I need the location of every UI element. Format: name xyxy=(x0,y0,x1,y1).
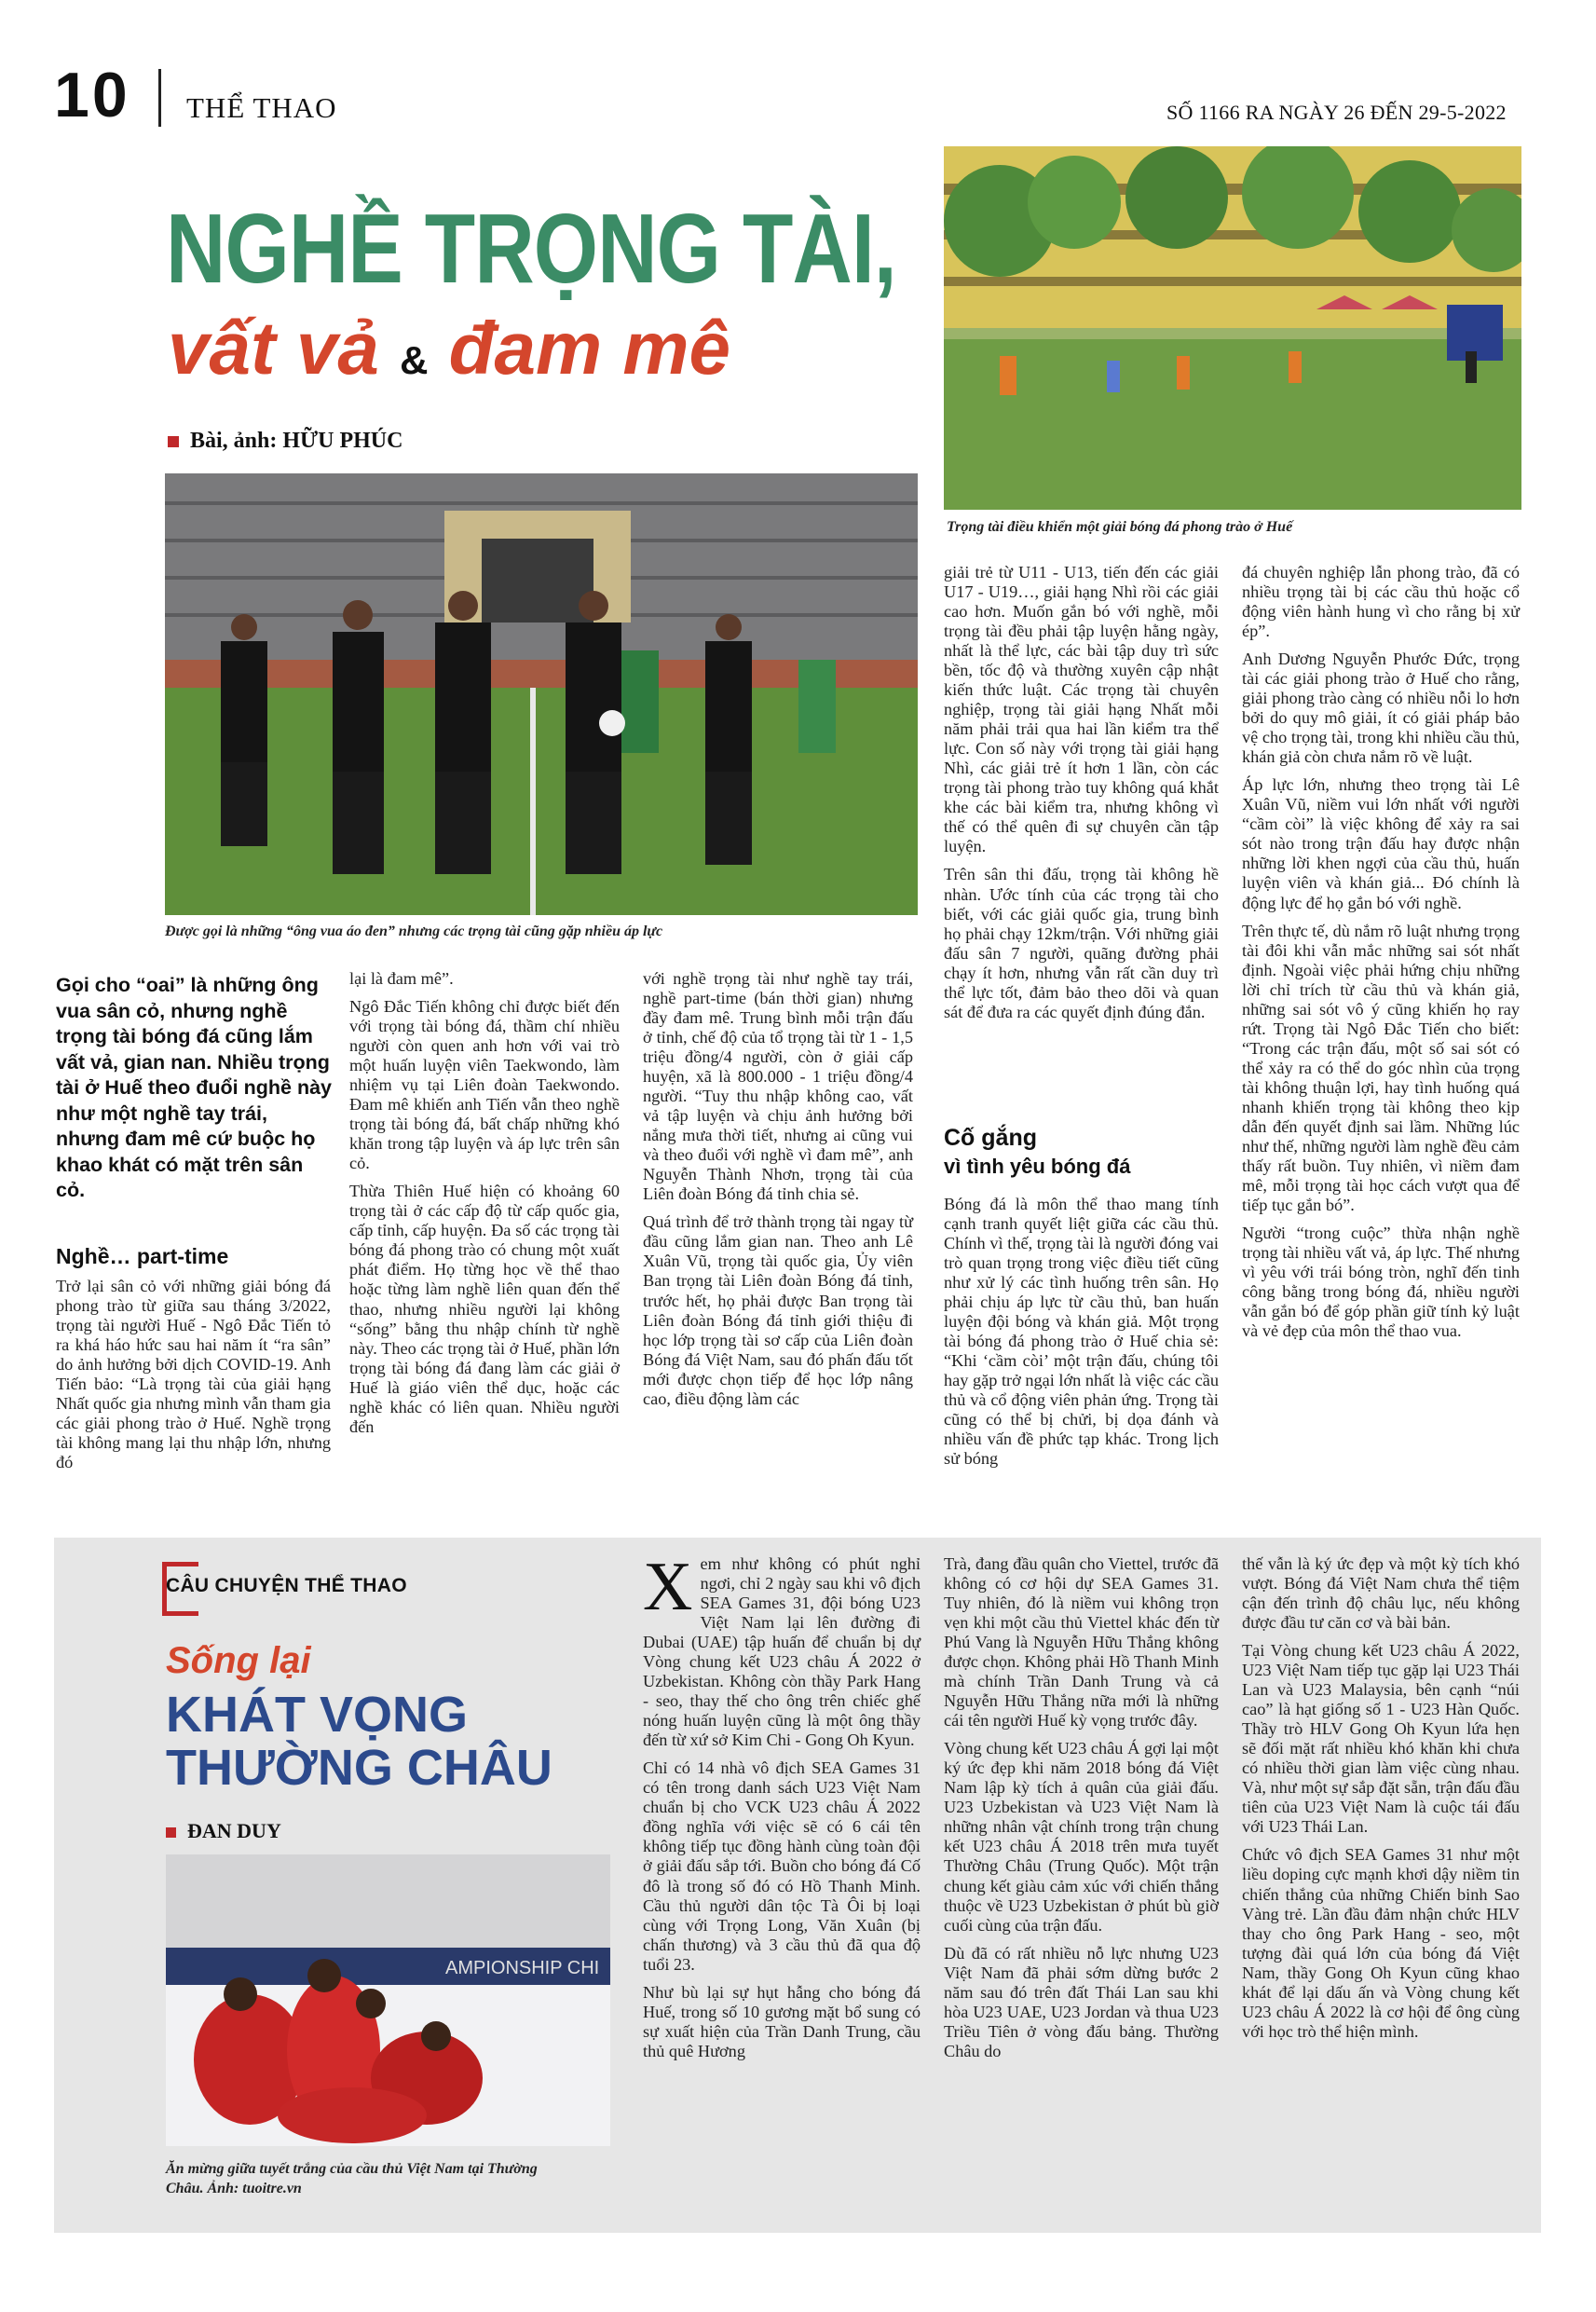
header-divider xyxy=(158,69,161,127)
article-column-5 xyxy=(1242,563,1520,1349)
title-word-dam-me: đam mê xyxy=(448,307,730,390)
byline-square-icon xyxy=(166,1827,176,1838)
paragraph-first-text: em như không có phút nghỉ ngơi, chỉ 2 ngày sau khi vô địch SEA Games 31, đội bóng U23 Việt Nam lại lên đường đi Dubai (UAE) tập huấn để chuẩn bị dự Vòng chung kết U23 châu Á 2022 ở Uzbekistan. Không còn thầy Park Hang - seo, thay thế cho ông trên chiếc ghế nóng huấn luyện cũng là một ông thầy đến từ xứ sở Kim Chi - Gong Oh Kyun. xyxy=(643,1554,921,1750)
paragraph: Như bù lại sự hụt hẫng cho bóng đá Huế, trong số 10 gương mặt bổ sung có sự xuất hiện của Trần Danh Trung, cầu thủ quê Hương xyxy=(643,1982,921,2060)
story-kicker: CÂU CHUYỆN THỂ THAO xyxy=(166,1575,407,1596)
paragraph: Trở lại sân cỏ với những giải bóng đá phong trào từ giữa sau tháng 3/2022, trọng tài người Huế - Ngô Đắc Tiến tỏ ra khá háo hức sau hai năm ít “ra sân” do ảnh hưởng bởi dịch COVID-19. Anh Tiến bảo: “Là trọng tài của giải hạng Nhất quốc gia nhưng mình vẫn tham gia các giải phong trào ở Huế. Nghề trọng tài không mang lại thu nhập lớn, nhưng đó xyxy=(56,1277,331,1472)
story-column-1 xyxy=(643,1549,921,2070)
title-ampersand: & xyxy=(400,338,429,382)
subhead-part-time: Nghề… part-time xyxy=(56,1244,229,1268)
section-name: THỂ THAO xyxy=(186,91,337,124)
paragraph-first xyxy=(643,1549,921,1750)
story-title-line1: KHÁT VỌNG xyxy=(166,1687,468,1743)
issue-info: SỐ 1166 RA NGÀY 26 ĐẾN 29-5-2022 xyxy=(1166,101,1507,124)
subhead-line-2: vì tình yêu bóng đá xyxy=(944,1154,1131,1178)
subhead-co-gang xyxy=(944,1123,1219,1180)
article-byline xyxy=(168,429,402,454)
story-column-3 xyxy=(1242,1554,1520,2050)
paragraph: Áp lực lớn, nhưng theo trọng tài Lê Xuân Vũ, niềm vui lớn nhất với người “cầm còi” là việc không để xảy ra sai sót nào trong trận đấu hay được nhận những lời khen ngợi của cầu thủ, huấn luyện viên và khán giả... Đó chính là động lực để họ gắn bó với nghề. xyxy=(1242,775,1520,912)
paragraph: với nghề trọng tài như nghề tay trái, nghề part-time (bán thời gian) nhưng đầy đam mê. Trung bình mỗi trận đấu ở tỉnh, chế độ của tổ trọng tài từ 1 - 1,5 triệu đồng/4 người, còn ở giải cấp huyện, xã là 800.000 - 1 triệu đồng/4 người. “Tuy thu nhập không cao, vất vả tập luyện và chịu ảnh hưởng bởi nắng mưa thời tiết, nhưng ai cũng vui và theo đuổi với nghề vì đam mê”, anh Nguyễn Thành Nhơn, trọng tài của Liên đoàn Bóng đá tỉnh chia sẻ. xyxy=(643,969,913,1204)
paragraph: Trà, đang đầu quân cho Viettel, trước đã không có cơ hội dự SEA Games 31. Tuy nhiên, đó là niềm vui không trọn vẹn khi một cầu thủ Viettel khác đến từ Phú Vang là Nguyễn Hữu Thắng không được chọn. Không phải Hồ Thanh Minh mà chính Trần Danh Trung và cả Nguyễn Hữu Thắng nữa mới là những cái tên người Huế kỳ vọng trước đây. xyxy=(944,1554,1219,1731)
paragraph: Chức vô địch SEA Games 31 như một liều doping cực mạnh khơi dậy niềm tin chiến thắng của những Chiến binh Sao Vàng trẻ. Lần đầu đảm nhận chức HLV thay cho ông Park Hang - seo, một tượng đài quá lớn của bóng đá Việt Nam, thầy Gong Oh Kyun cũng khao khát để lại dấu ấn và Vòng chung kết U23 châu Á 2022 là cơ hội để ông cùng với học trò thể hiện mình. xyxy=(1242,1845,1520,2041)
byline-text: ĐAN DUY xyxy=(187,1819,281,1842)
article-column-4 xyxy=(944,563,1219,1031)
paragraph: Anh Dương Nguyễn Phước Đức, trọng tài các giải phong trào ở Huế cho rằng, giải phong trào càng có nhiều nỗi lo hơn bởi do quy mô giải, ít có giải pháp bảo vệ cho trọng tài, trong khi nhiều cầu thủ, khán giả còn chưa nắm rõ về luật. xyxy=(1242,650,1520,767)
article-column-2 xyxy=(349,969,620,1445)
photo-banner-text: AMPIONSHIP CHI xyxy=(445,1958,600,1978)
paragraph: Dù đã có rất nhiều nỗ lực nhưng U23 Việt Nam đã phải sớm dừng bước 2 năm sau đó trên đất Thái Lan sau khi hòa U23 UAE, U23 Jordan và thua U23 Triều Tiên ở vòng đấu bảng. Thường Châu do xyxy=(944,1943,1219,2060)
paragraph: Trên sân thi đấu, trọng tài không hề nhàn. Ước tính của các trọng tài cho biết, với các giải quốc gia, trung bình họ phải chạy 12km/trận. Với những giải đấu sân 7 người, quãng đường phải chạy ít hơn, nhưng vẫn rất cần duy trì thể lực tốt, đảm bảo theo dõi và quan sát để đưa ra các quyết định đúng đắn. xyxy=(944,865,1219,1021)
subhead-line-1: Cố gắng xyxy=(944,1125,1037,1151)
photo-amateur-match xyxy=(944,146,1521,510)
paragraph: Vòng chung kết U23 châu Á gợi lại một ký ức đẹp khi năm 2018 bóng đá Việt Nam lập kỳ tích ả quân của giải đấu. U23 Uzbekistan và U23 Việt Nam là những nhân vật chính trong trận chung kết U23 châu Á 2018 trên mưa tuyết Thường Châu (Trung Quốc). Một trận chung kết giàu cảm xúc với chiến thắng thuộc về U23 Uzbekistan ở phút bù giờ cuối cùng của trận đấu. xyxy=(944,1739,1219,1935)
photo-snow-celebration xyxy=(166,1854,610,2146)
page-number: 10 xyxy=(54,60,130,130)
story-photo-caption: Ăn mừng giữa tuyết trắng của cầu thủ Việt Nam tại Thường Châu. Ảnh: tuoitre.vn xyxy=(166,2161,538,2196)
paragraph: Người “trong cuộc” thừa nhận nghề trọng tài nhiều vất vả, áp lực. Thế nhưng vì yêu với trái bóng tròn, nghĩ đến tinh công bằng trong bóng đá, nhiều người vẫn gắn bó để góp phần giữ tính kỷ luật và vẻ đẹp của môn thể thao vua. xyxy=(1242,1224,1520,1341)
paragraph: đá chuyên nghiệp lẫn phong trào, đã có nhiều trọng tài bị các cầu thủ hoặc cổ động viên hành hung vì cho rằng bị xử ép”. xyxy=(1242,563,1520,641)
photo-top-caption: Trọng tài điều khiển một giải bóng đá phong trào ở Huế xyxy=(947,519,1293,535)
paragraph: thế vẫn là ký ức đẹp và một kỳ tích khó vượt. Bóng đá Việt Nam chưa thể tiệm cận đến trình độ châu lục, nếu không được đầu tư căn cơ và bài bản. xyxy=(1242,1554,1520,1633)
paragraph: lại là đam mê”. xyxy=(349,969,454,988)
article-title-line2 xyxy=(168,307,730,390)
paragraph: Quá trình để trở thành trọng tài ngay từ đầu cũng lắm gian nan. Theo anh Lê Xuân Vũ, trọng tài quốc gia, Ủy viên Ban trọng tài Liên đoàn Bóng đá tỉnh, trước hết, họ phải được Ban trọng tài Liên đoàn Bóng đá tỉnh giới thiệu đi học lớp trọng tài sơ cấp của Liên đoàn Bóng đá Việt Nam, sau đó phấn đấu tốt mới được chọn tiếp để học lớp nâng cao, điều động làm các xyxy=(643,1212,913,1408)
paragraph: Tại Vòng chung kết U23 châu Á 2022, U23 Việt Nam tiếp tục gặp lại U23 Thái Lan và U23 Malaysia, bên cạnh “núi cao” là hạt giống số 1 - U23 Hàn Quốc. Thầy trò HLV Gong Oh Kyun lứa hẹn sẽ đối mặt rất nhiều khó khăn khi chưa có nhiều thời gian làm việc cùng nhau. Và, như một sự sắp đặt sẵn, trận đấu đầu tiên của U23 Việt Nam là cuộc tái đấu với U23 Thái Lan. xyxy=(1242,1641,1520,1837)
paragraph: Ngô Đắc Tiến không chỉ được biết đến với trọng tài bóng đá, thầm chí nhiều người còn quen anh hơn với vai trò một huấn luyện viên Taekwondo, làm nhiệm vụ tại Liên đoàn Taekwondo. Đam mê khiến anh Tiến vẫn theo nghề trọng tài bóng đá, bất chấp những khó khăn trong tập luyện và áp lực trên sân cỏ. xyxy=(349,997,620,1173)
article-title-line1: NGHỀ TRỌNG TÀI, xyxy=(166,194,896,304)
title-word-vat-va: vất vả xyxy=(168,307,379,390)
byline-square-icon xyxy=(168,436,179,447)
paragraph: Thừa Thiên Huế hiện có khoảng 60 trọng tài ở các cấp độ từ cấp quốc gia, cấp tỉnh, cấp huyện. Đa số các trọng tài bóng đá phong trào có chung một xuất phát điểm. Họ từng học về thể thao hoặc từng làm nghề liên quan đến thể thao, nhưng nhiều người lại không “sống” bằng thu nhập chính từ nghề này. Theo các trọng tài ở Huế, phần lớn trọng tài bóng đá đang làm các giải ở Huế là giáo viên thể dục, hoặc các nghề khác có liên quan. Nhiều người đến xyxy=(349,1182,620,1436)
photo-main-caption: Được gọi là những “ông vua áo đen” nhưng các trọng tài cũng gặp nhiều áp lực xyxy=(165,923,663,939)
article-column-3 xyxy=(643,969,913,1417)
story-title-italic: Sống lại xyxy=(166,1640,311,1681)
article-column-1 xyxy=(56,1277,331,1481)
paragraph: giải trẻ từ U11 - U13, tiến đến các giải U17 - U19…, giải hạng Nhì rồi các giải cao hơn. Muốn gắn bó với nghề, mỗi trọng tài đều phải tập luyện hằng ngày, nhất là thể lực, các bài tập duy trì sức bền, tốc độ và thường xuyên cập nhật kiến thức luật. Các trọng tài chuyên nghiệp, trọng tài giải hạng Nhất mỗi năm phải trải qua hai lần kiểm tra thể lực. Con số này với trọng tài giải hạng Nhì, các giải trẻ ít hơn 1 lần, còn các trọng tài phong trào tuy không quá khắt khe các bài kiểm tra, nhưng không vì thế có thể quên đi sự chuyên cần tập luyện. xyxy=(944,563,1219,856)
story-title xyxy=(166,1689,552,1794)
photo-referees xyxy=(165,473,918,915)
paragraph: Chỉ có 14 nhà vô địch SEA Games 31 có tên trong danh sách U23 Việt Nam chuẩn bị cho VCK U23 châu Á 2022 đồng nghĩa với việc sẽ có 6 cái tên không tiếp tục đồng hành cùng toàn đội ở giải đấu sắp tới. Buồn cho bóng đá Cố đô là trong số đó có Hồ Thanh Minh. Cầu thủ người dân tộc Tà Ôi bị loại cùng với Trọng Long, Văn Xuân (bị chấn thương) và 3 cầu thủ đã qua độ tuổi 23. xyxy=(643,1758,921,1974)
byline-text: Bài, ảnh: HỮU PHÚC xyxy=(190,429,403,453)
paragraph: Trên thực tế, dù nắm rõ luật nhưng trọng tài đôi khi vẫn mắc những sai sót nhất định. Ngoài việc phải hứng chịu những lời chỉ trích từ cầu thủ và khán giả, những sai sót vô ý cũng khiến họ ray rứt. Trọng tài Ngô Đắc Tiến cho biết: “Trong các trận đấu, một số sai sót có thể xảy ra có thể do góc nhìn của trọng tài không thuận lợi, hay tình huống quá nhanh khiến trọng tài không theo kịp dẫn đến quyết định sai lầm. Những lúc như thế, những người làm nghề đều cảm thấy rất buồn. Tuy nhiên, vì niềm đam mê, mỗi trọng tài học cách vượt qua để tiếp tục gắn bó”. xyxy=(1242,921,1520,1214)
paragraph: Bóng đá là môn thể thao mang tính cạnh tranh quyết liệt giữa các cầu thủ. Chính vì thế, trọng tài là người đóng vai trò quan trọng trong việc điều tiết cũng như xử lý các tình huống trên sân. Họ phải chịu áp lực từ cầu thủ, ban huấn luyện đội bóng và khán giả. Một trọng tài bóng đá phong trào ở Huế chia sẻ: “Khi ‘cầm còi’ một trận đấu, chúng tôi hay gặp trở ngại lớn nhất là việc các cầu thủ và cổ động viên phản ứng. Trọng tài cũng có thể bị chửi, bị dọa đánh và nhiều vấn đề phức tạp khác. Trong lịch sử bóng xyxy=(944,1195,1219,1469)
article-column-4b xyxy=(944,1195,1219,1477)
drop-cap: X xyxy=(643,1549,693,1625)
story-title-line2: THƯỜNG CHÂU xyxy=(166,1739,552,1796)
article-lead: Gọi cho “oai” là những ông vua sân cỏ, nhưng nghề trọng tài bóng đá cũng lắm vất vả, gian nan. Nhiều trọng tài ở Huế theo đuổi nghề này như một nghề tay trái, nhưng đam mê cứ buộc họ khao khát có mặt trên sân cỏ. xyxy=(56,974,332,1202)
story-byline xyxy=(166,1819,281,1843)
story-column-2 xyxy=(944,1554,1219,2070)
